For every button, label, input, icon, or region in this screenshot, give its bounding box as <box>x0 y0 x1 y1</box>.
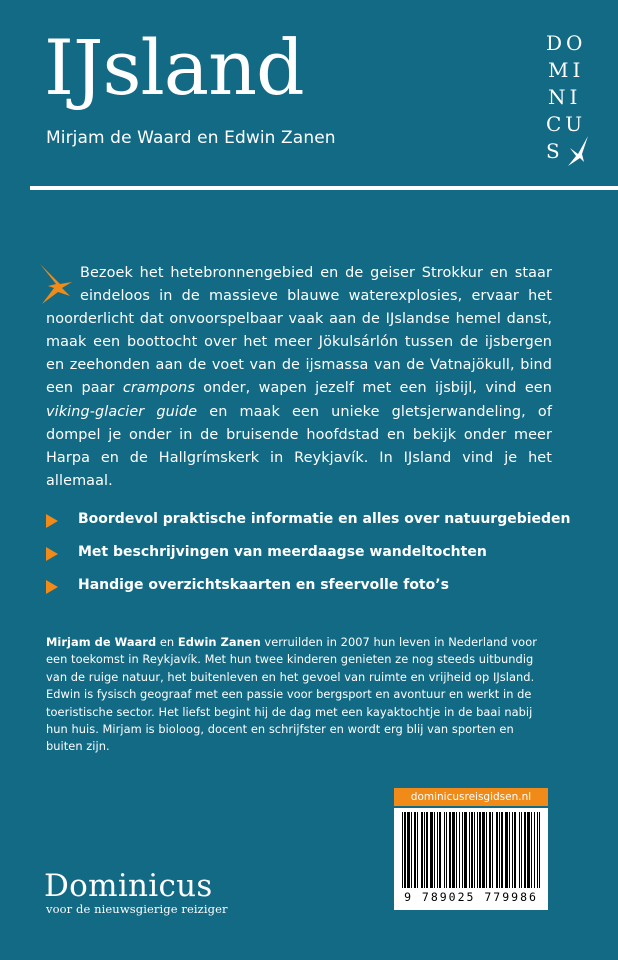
barcode-bar <box>519 812 520 888</box>
barcode-bar <box>524 812 526 888</box>
barcode-bar <box>444 812 445 888</box>
feature-text: Boordevol praktische informatie en alles over natuurgebieden <box>78 511 571 527</box>
badge-line-1: DO <box>546 31 587 55</box>
barcode-bar <box>421 812 423 888</box>
barcode-bar <box>407 812 410 888</box>
barcode-bar <box>459 812 460 888</box>
author-name-1: Mirjam de Waard <box>46 635 157 649</box>
bird-logo-icon <box>566 134 590 168</box>
publisher-website: dominicusreisgidsen.nl <box>394 788 548 806</box>
description-text <box>46 262 552 493</box>
barcode-bar <box>501 812 503 888</box>
barcode-bar <box>537 812 538 888</box>
isbn-number: 9 789025 779986 <box>404 890 538 904</box>
badge-line-2: MI <box>548 58 585 82</box>
barcode-bar <box>514 812 516 888</box>
barcode-bar <box>414 812 416 888</box>
badge-line-3: NI <box>548 85 582 109</box>
bio-text: verruilden in 2007 hun leven in Nederland voor een toekomst in Reykjavík. Met hun twee kinderen genieten ze nog steeds uitbundig van de ruige natuur, het buitenleven en het gevoel van ruimte en vrijheid op IJsland. Edwin is fysisch geograaf met een passie voor bergsport en avontuur en werkt in de toeristische sector. Het liefst begint hij de dag met een kayaktochtje in de baai nabij hun huis. Mirjam is bioloog, docent en schrijfster en wordt erg blij van sporten en buiten zijn. <box>46 635 537 754</box>
author-bio <box>46 634 552 756</box>
barcode-bar <box>531 812 532 888</box>
barcode-bar <box>512 812 513 888</box>
barcode-bar <box>521 812 522 888</box>
publisher-tagline: voor de nieuwsgierige reiziger <box>46 902 228 916</box>
feature-item <box>46 510 576 543</box>
barcode-bar <box>509 812 510 888</box>
barcode-bar <box>449 812 451 888</box>
barcode-bar <box>474 812 475 888</box>
feature-list <box>46 510 576 609</box>
feature-text: Met beschrijvingen van meerdaagse wandeltochten <box>78 544 487 560</box>
feature-item <box>46 576 576 609</box>
triangle-bullet-icon <box>46 580 58 594</box>
header-divider <box>30 186 618 190</box>
barcode-bar <box>492 812 493 888</box>
barcode-bar <box>437 812 438 888</box>
barcode-bars <box>402 812 540 888</box>
badge-line-4: CU <box>546 112 587 136</box>
barcode-bar <box>402 812 403 888</box>
triangle-bullet-icon <box>46 514 58 528</box>
description-emphasis-1: crampons <box>122 380 195 397</box>
isbn-barcode <box>394 808 548 910</box>
barcode-bar <box>486 812 487 888</box>
barcode-bar <box>434 812 435 888</box>
barcode-bar <box>424 812 425 888</box>
book-title: IJsland <box>44 23 304 112</box>
triangle-bullet-icon <box>46 547 58 561</box>
barcode-bar <box>462 812 463 888</box>
barcode-bar <box>469 812 470 888</box>
barcode-bar <box>527 812 530 888</box>
barcode-bar <box>464 812 467 888</box>
author-name-2: Edwin Zanen <box>177 635 261 649</box>
barcode-bar <box>505 812 508 888</box>
badge-line-5: S <box>546 139 564 163</box>
barcode-bar <box>479 812 481 888</box>
barcode-bar <box>496 812 498 888</box>
barcode-bar <box>456 812 457 888</box>
barcode-bar <box>482 812 485 888</box>
barcode-bar <box>489 812 491 888</box>
barcode-bar <box>477 812 478 888</box>
description-part-2: onder, wapen jezelf met een ijsbijl, vind een <box>194 380 552 397</box>
barcode-bar <box>439 812 441 888</box>
barcode-bar <box>426 812 428 888</box>
bio-conjunction: en <box>156 635 178 649</box>
barcode-bar <box>411 812 412 888</box>
description-emphasis-2: viking-glacier guide <box>46 403 198 420</box>
barcode-bar <box>499 812 500 888</box>
barcode-bar <box>471 812 473 888</box>
feature-item <box>46 543 576 576</box>
publisher-badge <box>534 30 606 176</box>
barcode-bar <box>404 812 406 888</box>
feature-text: Handige overzichtskaarten en sfeervolle foto’s <box>78 577 449 593</box>
publisher-name: Dominicus <box>44 868 213 904</box>
bird-icon <box>36 262 74 306</box>
barcode-bar <box>534 812 535 888</box>
barcode-bar <box>452 812 455 888</box>
book-authors: Mirjam de Waard en Edwin Zanen <box>46 128 336 148</box>
description-part-1: Bezoek het hetebronnengebied en de geiser Strokkur en staar eindeloos in de massieve blauwe waterexplosies, ervaar het noorderlicht dat onvoorspelbaar vaak aan de IJslandse hemel danst, maak een boottocht over het meer Jökulsárlón tussen de ijsbergen en zeehonden aan de voet van de ijsmassa van de Vatnajökull, bind een paar <box>46 265 552 397</box>
barcode-bar <box>430 812 433 888</box>
barcode-bar <box>417 812 418 888</box>
barcode-bar <box>446 812 447 888</box>
description-part-3: en maak een unieke gletsjerwandeling, of dompel je onder in de bruisende hoofdstad en bekijk onder meer Harpa en de Hallgrímskerk in Reykjavík. In IJsland vind je het allemaal. <box>46 403 552 489</box>
barcode-bar <box>539 812 540 888</box>
